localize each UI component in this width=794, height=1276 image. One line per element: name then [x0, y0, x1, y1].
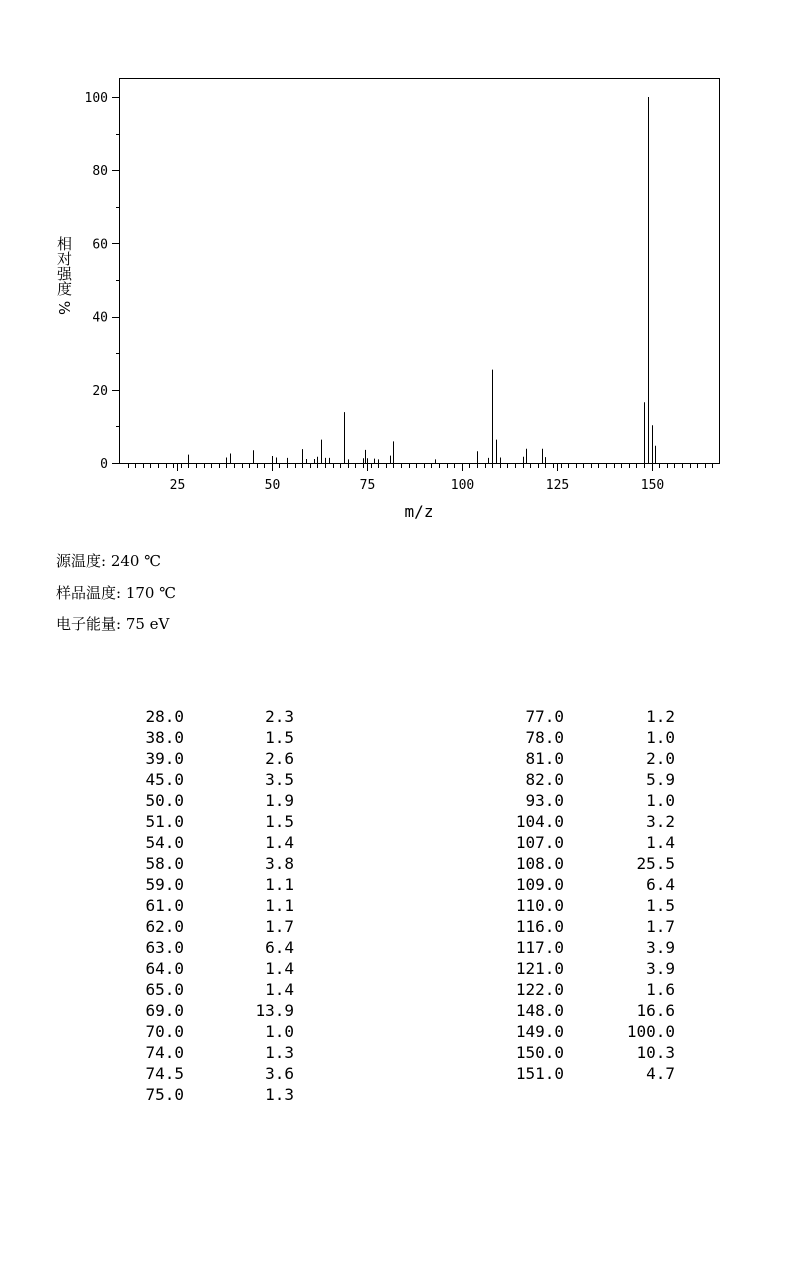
- relative-intensity-value: 6.4: [265, 938, 294, 957]
- mz-value: 39.0: [145, 749, 184, 768]
- y-tick-label: 20: [92, 383, 108, 399]
- x-tick-label: 100: [450, 478, 475, 493]
- table-row: [0, 874, 700, 895]
- table-row: [0, 832, 700, 853]
- mz-value: 77.0: [525, 707, 564, 726]
- relative-intensity-value: 25.5: [636, 854, 675, 873]
- mz-value: 70.0: [145, 1022, 184, 1041]
- mz-value: 45.0: [145, 770, 184, 789]
- mz-value: 74.5: [145, 1064, 184, 1083]
- relative-intensity-value: 1.7: [646, 917, 675, 936]
- table-row: [0, 979, 700, 1000]
- relative-intensity-value: 3.9: [646, 938, 675, 957]
- relative-intensity-value: 1.0: [646, 728, 675, 747]
- mz-value: 81.0: [525, 749, 564, 768]
- mz-value: 116.0: [515, 917, 564, 936]
- mz-value: 151.0: [515, 1064, 564, 1083]
- relative-intensity-value: 1.4: [646, 833, 675, 852]
- table-row: [0, 1000, 700, 1021]
- relative-intensity-value: 1.7: [265, 917, 294, 936]
- mz-value: 28.0: [145, 707, 184, 726]
- x-tick-label: 50: [264, 478, 281, 493]
- relative-intensity-value: 3.8: [265, 854, 294, 873]
- mz-value: 122.0: [515, 980, 564, 999]
- mz-value: 117.0: [515, 938, 564, 957]
- mz-value: 51.0: [145, 812, 184, 831]
- relative-intensity-value: 1.0: [646, 791, 675, 810]
- plot-frame: [120, 79, 720, 464]
- relative-intensity-value: 6.4: [646, 875, 675, 894]
- x-tick-label: 75: [359, 478, 376, 493]
- relative-intensity-value: 2.3: [265, 707, 294, 726]
- y-axis-label-text: 相对强度 %: [55, 236, 73, 316]
- table-row: [0, 706, 700, 727]
- relative-intensity-value: 1.4: [265, 980, 294, 999]
- mz-value: 149.0: [515, 1022, 564, 1041]
- table-row: [0, 1021, 700, 1042]
- mz-value: 58.0: [145, 854, 184, 873]
- mz-value: 93.0: [525, 791, 564, 810]
- mz-value: 61.0: [145, 896, 184, 915]
- mz-value: 104.0: [515, 812, 564, 831]
- mz-value: 65.0: [145, 980, 184, 999]
- table-row: [0, 958, 700, 979]
- x-tick-label: 125: [545, 478, 570, 493]
- y-axis-label: [55, 236, 73, 315]
- mz-value: 108.0: [515, 854, 564, 873]
- relative-intensity-value: 1.1: [265, 896, 294, 915]
- mz-value: 109.0: [515, 875, 564, 894]
- relative-intensity-value: 1.4: [265, 959, 294, 978]
- relative-intensity-value: 1.5: [265, 812, 294, 831]
- y-tick-label: 60: [92, 237, 108, 253]
- peak-table-right: [0, 706, 700, 1084]
- relative-intensity-value: 4.7: [646, 1064, 675, 1083]
- mz-value: 121.0: [515, 959, 564, 978]
- mz-value: 75.0: [145, 1085, 184, 1104]
- relative-intensity-value: 5.9: [646, 770, 675, 789]
- table-row: [0, 1063, 700, 1084]
- y-tick-label: 80: [92, 164, 108, 180]
- y-axis: [85, 91, 120, 472]
- sample-temperature: 样品温度: 170 ℃: [56, 584, 177, 602]
- relative-intensity-value: 3.9: [646, 959, 675, 978]
- y-tick-label: 40: [92, 310, 108, 326]
- x-axis: [129, 463, 713, 493]
- table-row: [0, 748, 700, 769]
- relative-intensity-value: 1.2: [646, 707, 675, 726]
- relative-intensity-value: 3.2: [646, 812, 675, 831]
- relative-intensity-value: 1.1: [265, 875, 294, 894]
- mz-value: 110.0: [515, 896, 564, 915]
- mz-value: 59.0: [145, 875, 184, 894]
- relative-intensity-value: 1.6: [646, 980, 675, 999]
- table-row: [0, 895, 700, 916]
- y-tick-label: 0: [100, 457, 108, 472]
- mz-value: 150.0: [515, 1043, 564, 1062]
- mass-spectrum-chart: [0, 0, 794, 530]
- relative-intensity-value: 3.6: [265, 1064, 294, 1083]
- relative-intensity-value: 1.4: [265, 833, 294, 852]
- relative-intensity-value: 1.5: [265, 728, 294, 747]
- relative-intensity-value: 10.3: [636, 1043, 675, 1062]
- relative-intensity-value: 1.3: [265, 1085, 294, 1104]
- relative-intensity-value: 1.0: [265, 1022, 294, 1041]
- relative-intensity-value: 1.5: [646, 896, 675, 915]
- x-axis-label: m/z: [404, 502, 434, 521]
- mz-value: 148.0: [515, 1001, 564, 1020]
- spectrum-bars: [189, 97, 656, 463]
- mz-value: 82.0: [525, 770, 564, 789]
- table-row: [0, 1042, 700, 1063]
- electron-energy: 电子能量: 75 eV: [56, 615, 170, 633]
- mz-value: 54.0: [145, 833, 184, 852]
- relative-intensity-value: 1.3: [265, 1043, 294, 1062]
- relative-intensity-value: 1.9: [265, 791, 294, 810]
- mz-value: 50.0: [145, 791, 184, 810]
- mz-value: 64.0: [145, 959, 184, 978]
- table-row: [0, 727, 700, 748]
- x-tick-label: 25: [169, 478, 186, 493]
- table-row: [0, 937, 700, 958]
- table-row: [0, 790, 700, 811]
- mz-value: 63.0: [145, 938, 184, 957]
- source-temperature: 源温度: 240 ℃: [56, 552, 162, 570]
- relative-intensity-value: 16.6: [636, 1001, 675, 1020]
- table-row: [0, 1084, 300, 1105]
- table-row: [0, 769, 700, 790]
- table-row: [0, 853, 700, 874]
- relative-intensity-value: 2.0: [646, 749, 675, 768]
- mz-value: 74.0: [145, 1043, 184, 1062]
- mz-value: 107.0: [515, 833, 564, 852]
- relative-intensity-value: 3.5: [265, 770, 294, 789]
- y-tick-label: 100: [84, 91, 108, 106]
- table-row: [0, 811, 700, 832]
- mz-value: 62.0: [145, 917, 184, 936]
- mz-value: 69.0: [145, 1001, 184, 1020]
- mz-value: 38.0: [145, 728, 184, 747]
- table-row: [0, 916, 700, 937]
- x-tick-label: 150: [640, 478, 665, 493]
- relative-intensity-value: 100.0: [626, 1022, 675, 1041]
- relative-intensity-value: 13.9: [255, 1001, 294, 1020]
- mz-value: 78.0: [525, 728, 564, 747]
- relative-intensity-value: 2.6: [265, 749, 294, 768]
